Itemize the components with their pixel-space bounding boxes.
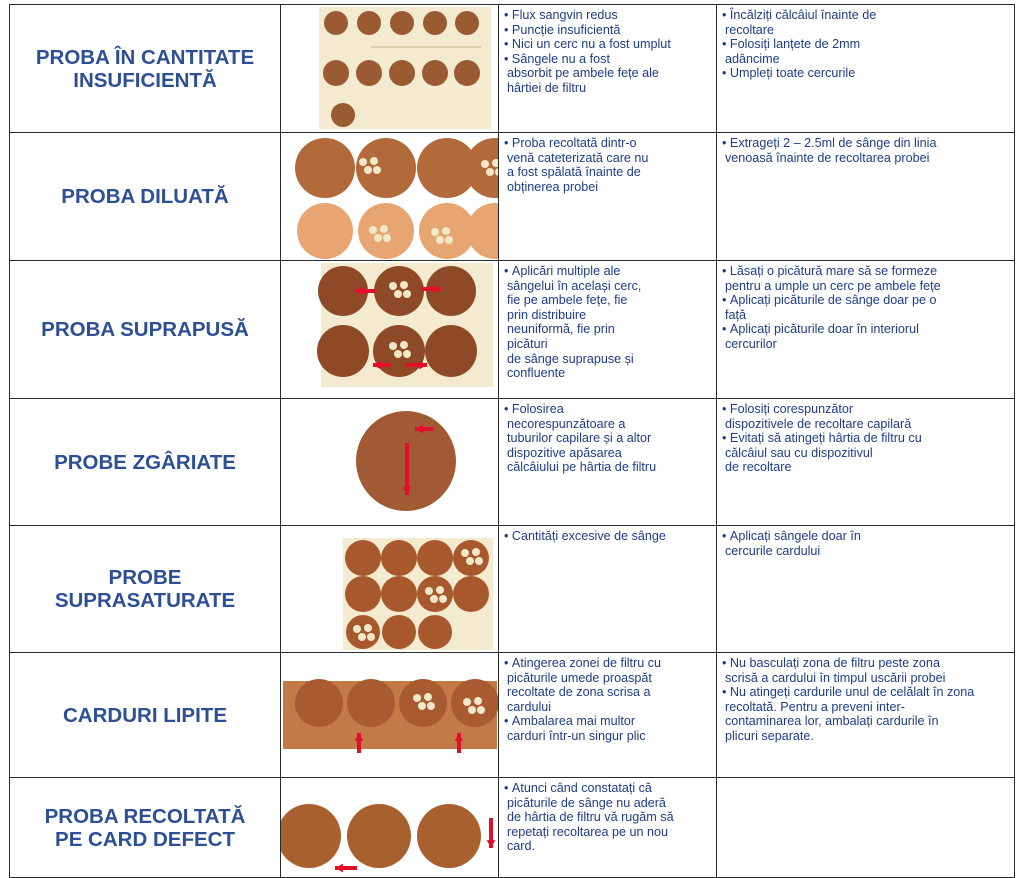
row-label-line: PROBA SUPRAPUSĂ [41, 318, 249, 341]
punch-hole [430, 595, 438, 603]
cause-line: prin distribuire [507, 307, 587, 322]
fix-line: recoltare [725, 22, 774, 37]
punch-hole [439, 595, 447, 603]
blood-spot [417, 576, 453, 612]
punch-hole [425, 587, 433, 595]
blood-spot [454, 60, 480, 86]
fix-line: dispozitivele de recoltare capilară [725, 416, 912, 431]
table-row [10, 261, 1015, 399]
blood-spot [467, 203, 498, 259]
blood-spot [382, 615, 416, 649]
fix-line: • Umpleți toate cercurile [722, 66, 1010, 81]
cause-line: tuburilor capilare și a altor [507, 431, 652, 446]
cause-line: card. [507, 839, 535, 854]
punch-hole [466, 557, 474, 565]
cause-line: • Aplicări multiple ale [504, 264, 712, 279]
sample-photo-graphic [281, 526, 498, 652]
cause-cell [499, 526, 717, 653]
cause-line: neuniformă, fie prin [507, 322, 615, 337]
table-row [10, 653, 1015, 778]
row-label-line: PROBE ZGÂRIATE [54, 450, 236, 474]
cause-line: hârtiei de filtru [507, 80, 587, 95]
blood-spot [347, 804, 411, 868]
cause-line: fie pe ambele fețe, fie [507, 293, 628, 308]
punch-hole [403, 350, 411, 358]
fix-line: pentru a umple un cerc pe ambele fețe [725, 278, 941, 293]
fix-line: • Aplicați picăturile de sânge doar pe o [722, 293, 1010, 308]
punch-hole [364, 624, 372, 632]
cause-line: repetați recoltarea pe un nou [507, 824, 669, 839]
blood-spot [451, 679, 498, 727]
punch-hole [418, 702, 426, 710]
sample-photo-graphic [281, 133, 498, 260]
blood-spot [455, 11, 479, 35]
cause-line: • Cantități excesive de sânge [504, 529, 712, 544]
blood-spot [331, 103, 355, 127]
cause-line: picăturile umede proaspăt [507, 670, 652, 685]
punch-hole [461, 549, 469, 557]
sample-photo-graphic [281, 399, 498, 525]
punch-hole [477, 706, 485, 714]
row-label [10, 653, 281, 778]
punch-hole [403, 290, 411, 298]
blood-spot [295, 138, 355, 198]
fix-cell [717, 133, 1015, 261]
row-label-line: CARDURI LIPITE [63, 703, 227, 727]
blood-spot [418, 615, 452, 649]
fix-line: plicuri separate. [725, 728, 814, 743]
blood-spot [422, 60, 448, 86]
cause-line: • Ambalarea mai multor [504, 714, 712, 729]
red-arrow-head [335, 864, 343, 873]
punch-hole [389, 282, 397, 290]
blood-spot [417, 804, 481, 868]
blood-spot [347, 679, 395, 727]
fix-line: • Nu atingeți cardurile unul de celălalt în zona [722, 685, 1010, 700]
fix-cell [717, 653, 1015, 778]
punch-hole [358, 633, 366, 641]
punch-hole [475, 557, 483, 565]
cause-line: picături [507, 336, 548, 351]
cause-line: călcâiului pe hârtia de filtru [507, 460, 657, 475]
punch-hole [486, 168, 494, 176]
table-row [10, 5, 1015, 133]
fix-cell [717, 5, 1015, 133]
punch-hole [481, 160, 489, 168]
cause-line: recoltate de zona scrisa a [507, 685, 651, 700]
row-label-line: PE CARD DEFECT [55, 827, 235, 851]
punch-hole [359, 158, 367, 166]
row-label-line: PROBA DILUATĂ [61, 185, 229, 208]
punch-hole [436, 236, 444, 244]
fix-line: cercurilor [725, 336, 777, 351]
cause-line: confluente [507, 366, 566, 381]
punch-hole [445, 236, 453, 244]
cause-cell [499, 261, 717, 399]
punch-hole [383, 234, 391, 242]
punch-hole [400, 341, 408, 349]
cause-cell [499, 399, 717, 526]
punch-hole [353, 625, 361, 633]
cause-line: absorbit pe ambele fețe ale [507, 66, 659, 81]
blood-spot [295, 679, 343, 727]
sample-photo [281, 778, 499, 878]
fix-line: • Evitați să atingeți hârtia de filtru cu [722, 431, 1010, 446]
blood-spot [390, 11, 414, 35]
cause-line: • Puncție insuficientă [504, 23, 712, 38]
row-label [10, 399, 281, 526]
punch-hole [436, 586, 444, 594]
cause-line: • Folosirea [504, 402, 712, 417]
fix-line: cercurile cardului [725, 543, 821, 558]
row-label [10, 261, 281, 399]
punch-hole [367, 633, 375, 641]
table-row [10, 778, 1015, 878]
punch-hole [427, 702, 435, 710]
cause-cell [499, 133, 717, 261]
blood-spot [417, 540, 453, 576]
sample-photo [281, 133, 499, 261]
cause-line: • Atunci când constatați că [504, 781, 712, 796]
fix-line: • Nu basculați zona de filtru peste zona [722, 656, 1010, 671]
punch-hole [442, 227, 450, 235]
table-row [10, 133, 1015, 261]
punch-hole [431, 228, 439, 236]
cause-line: • Nici un cerc nu a fost umplut [504, 37, 712, 52]
cause-line: cardului [507, 699, 552, 714]
sample-photo-graphic [281, 261, 498, 398]
blood-spot [381, 576, 417, 612]
cause-line: de sânge suprapuse și [507, 351, 634, 366]
fix-line: adâncime [725, 51, 780, 66]
sample-photo [281, 5, 499, 133]
cause-line: • Sângele nu a fost [504, 52, 712, 67]
fix-cell [717, 261, 1015, 399]
cause-line: carduri într-un singur plic [507, 728, 646, 743]
sample-photo-graphic [281, 778, 498, 877]
sample-photo [281, 261, 499, 399]
blood-spot [345, 576, 381, 612]
blood-spot [381, 540, 417, 576]
blood-spot [465, 138, 498, 198]
punch-hole [424, 693, 432, 701]
punch-hole [413, 694, 421, 702]
blood-spot [323, 60, 349, 86]
fix-line: călcâiul sau cu dispozitivul [725, 445, 873, 460]
fix-line: • Aplicați picăturile doar în interiorul [722, 322, 1010, 337]
punch-hole [468, 706, 476, 714]
fix-line: față [725, 307, 747, 322]
row-label-line: PROBA RECOLTATĂ [44, 804, 246, 828]
blood-spot [425, 325, 477, 377]
cause-line: necorespunzătoare a [507, 416, 626, 431]
sample-photo [281, 526, 499, 653]
cause-line: • Proba recoltată dintr-o [504, 136, 712, 151]
table-row [10, 526, 1015, 653]
sample-photo [281, 399, 499, 526]
cause-line: • Atingerea zonei de filtru cu [504, 656, 712, 671]
red-arrow-head [487, 840, 496, 848]
fix-cell [717, 526, 1015, 653]
row-label [10, 778, 281, 878]
punch-hole [394, 290, 402, 298]
blood-spot [281, 804, 341, 868]
row-label [10, 133, 281, 261]
blood-spot [324, 11, 348, 35]
blood-spot [345, 540, 381, 576]
sample-photo [281, 653, 499, 778]
blood-spot [317, 325, 369, 377]
punch-hole [374, 234, 382, 242]
sample-errors-table [9, 4, 1015, 878]
blood-spot [356, 60, 382, 86]
blood-spot [389, 60, 415, 86]
cause-cell [499, 5, 717, 133]
fix-line: • Lăsați o picătură mare să se formeze [722, 264, 1010, 279]
fix-line: venoasă înainte de recoltarea probei [725, 150, 930, 165]
row-label [10, 526, 281, 653]
cause-line: • Flux sangvin redus [504, 8, 712, 23]
cause-line: picăturile de sânge nu aderă [507, 795, 666, 810]
punch-hole [394, 350, 402, 358]
cause-line: a fost spălată înainte de [507, 165, 641, 180]
cause-line: venă cateterizată care nu [507, 150, 649, 165]
fix-line: • Aplicați sângele doar în [722, 529, 1010, 544]
row-label-line: PROBE [108, 566, 182, 589]
punch-hole [400, 281, 408, 289]
row-label-line: SUPRASATURATE [54, 589, 236, 612]
cause-cell [499, 778, 717, 878]
punch-hole [373, 166, 381, 174]
punch-hole [364, 166, 372, 174]
row-label-line: INSUFICIENTĂ [73, 68, 217, 92]
fix-line: • Extrageți 2 – 2.5ml de sânge din linia [722, 136, 1010, 151]
punch-hole [389, 342, 397, 350]
fix-line: • Folosiți corespunzător [722, 402, 1010, 417]
blood-spot [346, 615, 380, 649]
sample-photo-graphic [281, 653, 498, 777]
cause-line: de hârtia de filtru vă rugăm să [507, 810, 674, 825]
cause-line: sângelui în același cerc, [507, 278, 642, 293]
table-body [10, 5, 1015, 878]
fix-line: de recoltare [725, 460, 792, 475]
fix-line: scrisă a cardului în timpul uscării probei [725, 670, 946, 685]
fix-line: contaminarea lor, ambalați cardurile în [725, 714, 939, 729]
punch-hole [380, 225, 388, 233]
fix-line: • Încălziți călcâiul înainte de [722, 8, 1010, 23]
punch-hole [472, 548, 480, 556]
row-label-line: PROBA ÎN CANTITATE [35, 45, 255, 69]
blood-spot [423, 11, 447, 35]
punch-hole [369, 226, 377, 234]
fix-cell [717, 399, 1015, 526]
cause-line: dispozitive apăsarea [507, 445, 622, 460]
row-label [10, 5, 281, 133]
blood-spot [453, 576, 489, 612]
punch-hole [463, 698, 471, 706]
cause-cell [499, 653, 717, 778]
fix-line: recoltată. Pentru a preveni inter- [725, 699, 905, 714]
fix-cell [717, 778, 1015, 878]
punch-hole [474, 697, 482, 705]
sample-photo-graphic [281, 5, 498, 132]
cause-line: obținerea probei [507, 179, 599, 194]
punch-hole [370, 157, 378, 165]
blood-spot [297, 203, 353, 259]
table-row [10, 399, 1015, 526]
fix-line: • Folosiți lanțete de 2mm [722, 37, 1010, 52]
blood-spot [357, 11, 381, 35]
